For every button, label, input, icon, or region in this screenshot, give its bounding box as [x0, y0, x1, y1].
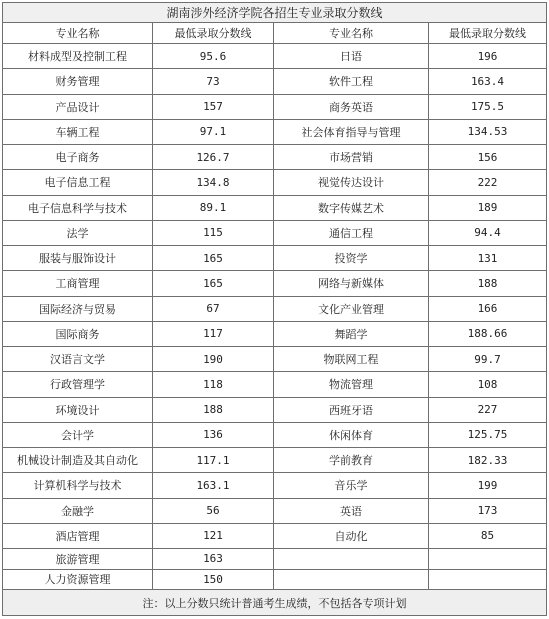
table-row: [3, 473, 547, 498]
major-name-cell: 软件工程: [274, 69, 429, 94]
min-score-cell: 136: [153, 422, 274, 447]
table-row: [3, 523, 547, 548]
major-name-cell: 旅游管理: [3, 549, 153, 570]
min-score-cell: 175.5: [429, 94, 547, 119]
major-name-cell: 休闲体育: [274, 422, 429, 447]
table-row: [3, 271, 547, 296]
min-score-cell: 115: [153, 220, 274, 245]
major-name-cell: 日语: [274, 44, 429, 69]
major-name-cell: 财务管理: [3, 69, 153, 94]
min-score-cell: 165: [153, 271, 274, 296]
major-name-cell: 物流管理: [274, 372, 429, 397]
min-score-cell: 227: [429, 397, 547, 422]
table-title: 湖南涉外经济学院各招生专业录取分数线: [3, 3, 547, 23]
table-row: [3, 170, 547, 195]
major-name-cell: 国际经济与贸易: [3, 296, 153, 321]
table-row: [3, 569, 547, 590]
min-score-cell: 99.7: [429, 347, 547, 372]
min-score-cell: 85: [429, 523, 547, 548]
major-name-cell: 计算机科学与技术: [3, 473, 153, 498]
major-name-cell: 音乐学: [274, 473, 429, 498]
min-score-cell: 166: [429, 296, 547, 321]
major-name-cell: 行政管理学: [3, 372, 153, 397]
major-name-cell: 金融学: [3, 498, 153, 523]
min-score-cell: 150: [153, 569, 274, 590]
major-name-cell: 视觉传达设计: [274, 170, 429, 195]
major-name-cell: 社会体育指导与管理: [274, 119, 429, 144]
major-name-cell: 材料成型及控制工程: [3, 44, 153, 69]
major-name-cell: 市场营销: [274, 145, 429, 170]
min-score-cell: 89.1: [153, 195, 274, 220]
major-name-cell: 服装与服饰设计: [3, 246, 153, 271]
major-name-cell: 酒店管理: [3, 523, 153, 548]
min-score-cell: 126.7: [153, 145, 274, 170]
table-row: [3, 372, 547, 397]
title-row: [3, 3, 547, 23]
min-score-cell: 188.66: [429, 321, 547, 346]
min-score-cell: 125.75: [429, 422, 547, 447]
table-row: [3, 220, 547, 245]
table-body: [3, 3, 547, 616]
table-row: [3, 549, 547, 570]
major-name-cell: 汉语言文学: [3, 347, 153, 372]
min-score-cell: 163.1: [153, 473, 274, 498]
header-major-name: 专业名称: [274, 22, 429, 44]
header-major-name: 专业名称: [3, 22, 153, 44]
major-name-cell: 国际商务: [3, 321, 153, 346]
major-name-cell: 数字传媒艺术: [274, 195, 429, 220]
min-score-cell: 97.1: [153, 119, 274, 144]
table-row: [3, 145, 547, 170]
major-name-cell: 投资学: [274, 246, 429, 271]
major-name-cell: [274, 549, 429, 570]
min-score-cell: 199: [429, 473, 547, 498]
min-score-cell: 95.6: [153, 44, 274, 69]
major-name-cell: 文化产业管理: [274, 296, 429, 321]
table-row: [3, 94, 547, 119]
table-row: [3, 296, 547, 321]
min-score-cell: 56: [153, 498, 274, 523]
header-min-score: 最低录取分数线: [153, 22, 274, 44]
min-score-cell: 182.33: [429, 448, 547, 473]
admission-score-table: [2, 2, 547, 616]
table-row: [3, 347, 547, 372]
table-row: [3, 246, 547, 271]
min-score-cell: 117.1: [153, 448, 274, 473]
min-score-cell: [429, 569, 547, 590]
min-score-cell: 173: [429, 498, 547, 523]
min-score-cell: 157: [153, 94, 274, 119]
major-name-cell: 电子商务: [3, 145, 153, 170]
min-score-cell: 117: [153, 321, 274, 346]
major-name-cell: 法学: [3, 220, 153, 245]
major-name-cell: 环境设计: [3, 397, 153, 422]
table-row: [3, 448, 547, 473]
major-name-cell: 通信工程: [274, 220, 429, 245]
major-name-cell: 电子信息科学与技术: [3, 195, 153, 220]
min-score-cell: 163: [153, 549, 274, 570]
table-row: [3, 69, 547, 94]
min-score-cell: 67: [153, 296, 274, 321]
major-name-cell: 工商管理: [3, 271, 153, 296]
table-row: [3, 321, 547, 346]
min-score-cell: 165: [153, 246, 274, 271]
min-score-cell: 108: [429, 372, 547, 397]
min-score-cell: 188: [153, 397, 274, 422]
min-score-cell: 163.4: [429, 69, 547, 94]
major-name-cell: 人力资源管理: [3, 569, 153, 590]
major-name-cell: 英语: [274, 498, 429, 523]
header-row: [3, 22, 547, 44]
min-score-cell: 134.53: [429, 119, 547, 144]
major-name-cell: 车辆工程: [3, 119, 153, 144]
table-row: [3, 195, 547, 220]
min-score-cell: 156: [429, 145, 547, 170]
min-score-cell: 189: [429, 195, 547, 220]
min-score-cell: [429, 549, 547, 570]
major-name-cell: [274, 569, 429, 590]
min-score-cell: 222: [429, 170, 547, 195]
major-name-cell: 机械设计制造及其自动化: [3, 448, 153, 473]
major-name-cell: 自动化: [274, 523, 429, 548]
min-score-cell: 73: [153, 69, 274, 94]
min-score-cell: 134.8: [153, 170, 274, 195]
table-row: [3, 422, 547, 447]
header-min-score: 最低录取分数线: [429, 22, 547, 44]
min-score-cell: 131: [429, 246, 547, 271]
min-score-cell: 196: [429, 44, 547, 69]
major-name-cell: 会计学: [3, 422, 153, 447]
major-name-cell: 商务英语: [274, 94, 429, 119]
major-name-cell: 网络与新媒体: [274, 271, 429, 296]
major-name-cell: 电子信息工程: [3, 170, 153, 195]
table-row: [3, 119, 547, 144]
table-row: [3, 498, 547, 523]
min-score-cell: 118: [153, 372, 274, 397]
min-score-cell: 188: [429, 271, 547, 296]
table-row: [3, 44, 547, 69]
min-score-cell: 94.4: [429, 220, 547, 245]
major-name-cell: 学前教育: [274, 448, 429, 473]
major-name-cell: 舞蹈学: [274, 321, 429, 346]
major-name-cell: 产品设计: [3, 94, 153, 119]
major-name-cell: 物联网工程: [274, 347, 429, 372]
major-name-cell: 西班牙语: [274, 397, 429, 422]
min-score-cell: 121: [153, 523, 274, 548]
note-row: [3, 590, 547, 616]
footnote: 注：以上分数只统计普通考生成绩，不包括各专项计划: [3, 590, 547, 616]
table-row: [3, 397, 547, 422]
min-score-cell: 190: [153, 347, 274, 372]
